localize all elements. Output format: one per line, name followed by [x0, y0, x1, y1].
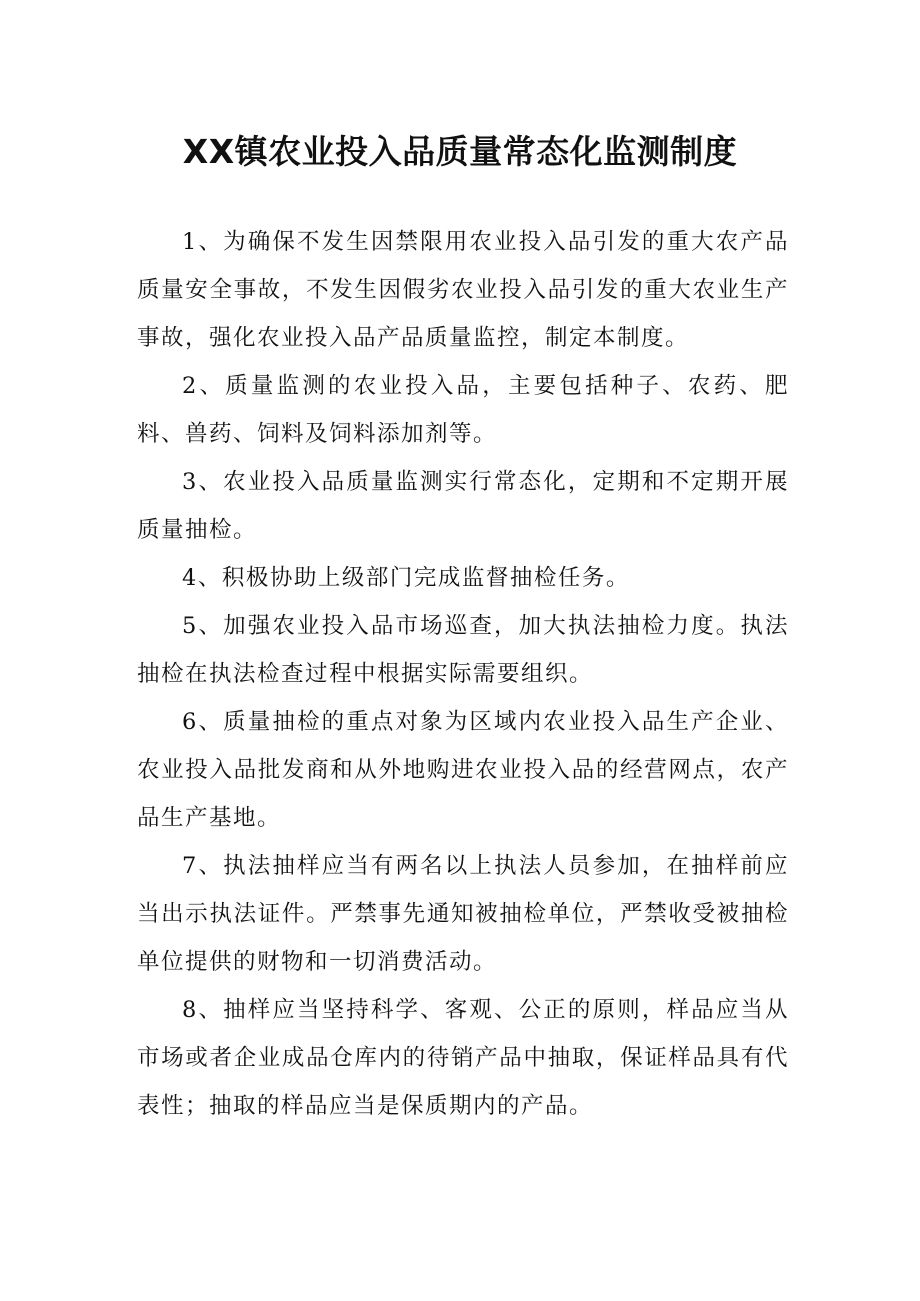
document-title: XX镇农业投入品质量常态化监测制度: [182, 132, 738, 171]
paragraph-8: 8、抽样应当坚持科学、客观、公正的原则，样品应当从市场或者企业成品仓库内的待销产品中抽取，保证样品具有代表性；抽取的样品应当是保质期内的产品。: [137, 997, 789, 1119]
paragraph-1: 1、为确保不发生因禁限用农业投入品引发的重大农产品质量安全事故，不发生因假劣农业投入品引发的重大农业生产事故，强化农业投入品产品质量监控，制定本制度。: [137, 229, 789, 351]
paragraph-2: 2、质量监测的农业投入品，主要包括种子、农药、肥料、兽药、饲料及饲料添加剂等。: [137, 373, 789, 447]
paragraph-6: 6、质量抽检的重点对象为区域内农业投入品生产企业、农业投入品批发商和从外地购进农业投入品的经营网点，农产品生产基地。: [137, 709, 789, 831]
paragraph-5: 5、加强农业投入品市场巡查，加大执法抽检力度。执法抽检在执法检查过程中根据实际需要组织。: [137, 613, 789, 687]
paragraph-7: 7、执法抽样应当有两名以上执法人员参加，在抽样前应当出示执法证件。严禁事先通知被抽检单位，严禁收受被抽检单位提供的财物和一切消费活动。: [137, 853, 789, 975]
paragraph-4: 4、积极协助上级部门完成监督抽检任务。: [182, 565, 630, 591]
paragraph-3: 3、农业投入品质量监测实行常态化，定期和不定期开展质量抽检。: [137, 469, 789, 543]
document-body: [137, 218, 789, 1130]
